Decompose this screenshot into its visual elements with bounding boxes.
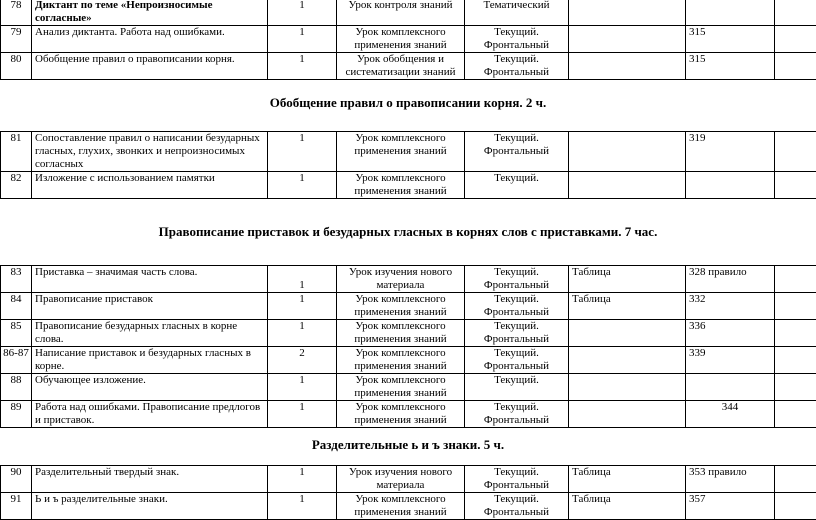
lesson-visual — [569, 172, 686, 199]
lesson-page: 319 — [686, 132, 775, 172]
lesson-control: Текущий. Фронтальный — [465, 293, 569, 320]
lesson-control: Текущий. Фронтальный — [465, 320, 569, 347]
lesson-hours: 1 — [268, 172, 337, 199]
lesson-page — [686, 172, 775, 199]
lesson-type: Урок комплексного применения знаний — [337, 172, 465, 199]
empty-cell — [775, 320, 816, 347]
lesson-topic: Правописание приставок — [32, 293, 268, 320]
lesson-control: Текущий. Фронтальный — [465, 493, 569, 520]
table-row — [1, 374, 816, 401]
lesson-visual: Таблица — [569, 293, 686, 320]
lesson-visual: Таблица — [569, 466, 686, 493]
lesson-visual: Таблица — [569, 493, 686, 520]
lesson-topic: Написание приставок и безударных гласных в корне. — [32, 347, 268, 374]
lesson-type: Урок изучения нового материала — [337, 266, 465, 293]
lesson-number: 84 — [1, 293, 32, 320]
lesson-hours: 1 — [268, 374, 337, 401]
lesson-page: 328 правило — [686, 266, 775, 293]
empty-cell — [775, 493, 816, 520]
lesson-control: Текущий. Фронтальный — [465, 266, 569, 293]
empty-cell — [775, 53, 816, 80]
lesson-page — [686, 0, 775, 26]
lesson-type: Урок комплексного применения знаний — [337, 374, 465, 401]
empty-cell — [775, 401, 816, 428]
lesson-type: Урок комплексного применения знаний — [337, 293, 465, 320]
lesson-type: Урок обобщения и систематизации знаний — [337, 53, 465, 80]
table-row — [1, 293, 816, 320]
lesson-control: Текущий. Фронтальный — [465, 26, 569, 53]
lesson-visual — [569, 132, 686, 172]
empty-cell — [775, 466, 816, 493]
lesson-type: Урок изучения нового материала — [337, 466, 465, 493]
lesson-control: Текущий. Фронтальный — [465, 401, 569, 428]
table-row — [1, 0, 816, 26]
lesson-control: Текущий. Фронтальный — [465, 347, 569, 374]
empty-cell — [775, 374, 816, 401]
lesson-hours: 1 — [268, 53, 337, 80]
lesson-topic: Сопоставление правил о написании безударных гласных, глухих, звонких и непроизносимых согласных — [32, 132, 268, 172]
lesson-control: Текущий. — [465, 172, 569, 199]
table-row — [1, 493, 816, 520]
lesson-number: 85 — [1, 320, 32, 347]
lesson-visual — [569, 53, 686, 80]
lesson-page: 357 — [686, 493, 775, 520]
lesson-page: 315 — [686, 53, 775, 80]
lesson-visual — [569, 0, 686, 26]
lesson-hours: 1 — [268, 132, 337, 172]
lesson-number: 86-87 — [1, 347, 32, 374]
table-row — [1, 132, 816, 172]
lesson-topic: Изложение с использованием памятки — [32, 172, 268, 199]
lesson-page: 336 — [686, 320, 775, 347]
lesson-number: 90 — [1, 466, 32, 493]
empty-cell — [775, 26, 816, 53]
lesson-type: Урок комплексного применения знаний — [337, 26, 465, 53]
lesson-table-1 — [0, 0, 816, 80]
lesson-number: 79 — [1, 26, 32, 53]
empty-cell — [775, 172, 816, 199]
table-row — [1, 347, 816, 374]
lesson-number: 80 — [1, 53, 32, 80]
lesson-visual — [569, 320, 686, 347]
lesson-page: 353 правило — [686, 466, 775, 493]
lesson-topic: Диктант по теме «Непроизносимые согласные» — [32, 0, 268, 26]
lesson-visual — [569, 26, 686, 53]
lesson-control: Текущий. Фронтальный — [465, 132, 569, 172]
lesson-hours: 1 — [268, 320, 337, 347]
lesson-hours: 1 — [268, 293, 337, 320]
lesson-page — [686, 374, 775, 401]
lesson-number: 89 — [1, 401, 32, 428]
lesson-type: Урок комплексного применения знаний — [337, 401, 465, 428]
section-heading: Разделительные ь и ъ знаки. 5 ч. — [0, 437, 816, 452]
empty-cell — [775, 347, 816, 374]
section-heading: Обобщение правил о правописании корня. 2 ч. — [0, 95, 816, 110]
lesson-control: Текущий. Фронтальный — [465, 53, 569, 80]
lesson-number: 82 — [1, 172, 32, 199]
lesson-topic: Работа над ошибками. Правописание предлогов и приставок. — [32, 401, 268, 428]
table-row — [1, 401, 816, 428]
lesson-page: 344 — [686, 401, 775, 428]
lesson-topic: Обобщение правил о правописании корня. — [32, 53, 268, 80]
lesson-number: 83 — [1, 266, 32, 293]
lesson-topic: Обучающее изложение. — [32, 374, 268, 401]
lesson-table-3 — [0, 265, 816, 428]
lesson-type: Урок комплексного применения знаний — [337, 347, 465, 374]
lesson-visual — [569, 347, 686, 374]
lesson-control: Тематический — [465, 0, 569, 26]
lesson-table-2 — [0, 131, 816, 199]
lesson-hours: 1 — [268, 26, 337, 53]
lesson-hours: 2 — [268, 347, 337, 374]
lesson-table-4 — [0, 465, 816, 520]
lesson-number: 78 — [1, 0, 32, 26]
lesson-page: 315 — [686, 26, 775, 53]
empty-cell — [775, 293, 816, 320]
lesson-number: 88 — [1, 374, 32, 401]
lesson-page: 339 — [686, 347, 775, 374]
lesson-topic: Ь и ъ разделительные знаки. — [32, 493, 268, 520]
table-row — [1, 466, 816, 493]
section-heading: Правописание приставок и безударных гласных в корнях слов с приставками. 7 час. — [0, 224, 816, 239]
lesson-visual: Таблица — [569, 266, 686, 293]
lesson-hours: 1 — [268, 466, 337, 493]
empty-cell — [775, 266, 816, 293]
lesson-topic: Приставка – значимая часть слова. — [32, 266, 268, 293]
table-row — [1, 172, 816, 199]
table-row — [1, 266, 816, 293]
empty-cell — [775, 0, 816, 26]
lesson-type: Урок комплексного применения знаний — [337, 493, 465, 520]
table-row — [1, 53, 816, 80]
lesson-topic: Правописание безударных гласных в корне слова. — [32, 320, 268, 347]
lesson-topic: Разделительный твердый знак. — [32, 466, 268, 493]
lesson-page: 332 — [686, 293, 775, 320]
table-row — [1, 26, 816, 53]
lesson-hours: 1 — [268, 266, 337, 293]
lesson-number: 91 — [1, 493, 32, 520]
lesson-topic: Анализ диктанта. Работа над ошибками. — [32, 26, 268, 53]
empty-cell — [775, 132, 816, 172]
lesson-type: Урок контроля знаний — [337, 0, 465, 26]
lesson-control: Текущий. Фронтальный — [465, 466, 569, 493]
lesson-visual — [569, 374, 686, 401]
lesson-control: Текущий. — [465, 374, 569, 401]
lesson-hours: 1 — [268, 493, 337, 520]
lesson-hours: 1 — [268, 401, 337, 428]
lesson-type: Урок комплексного применения знаний — [337, 320, 465, 347]
lesson-type: Урок комплексного применения знаний — [337, 132, 465, 172]
lesson-number: 81 — [1, 132, 32, 172]
table-row — [1, 320, 816, 347]
lesson-hours: 1 — [268, 0, 337, 26]
lesson-visual — [569, 401, 686, 428]
